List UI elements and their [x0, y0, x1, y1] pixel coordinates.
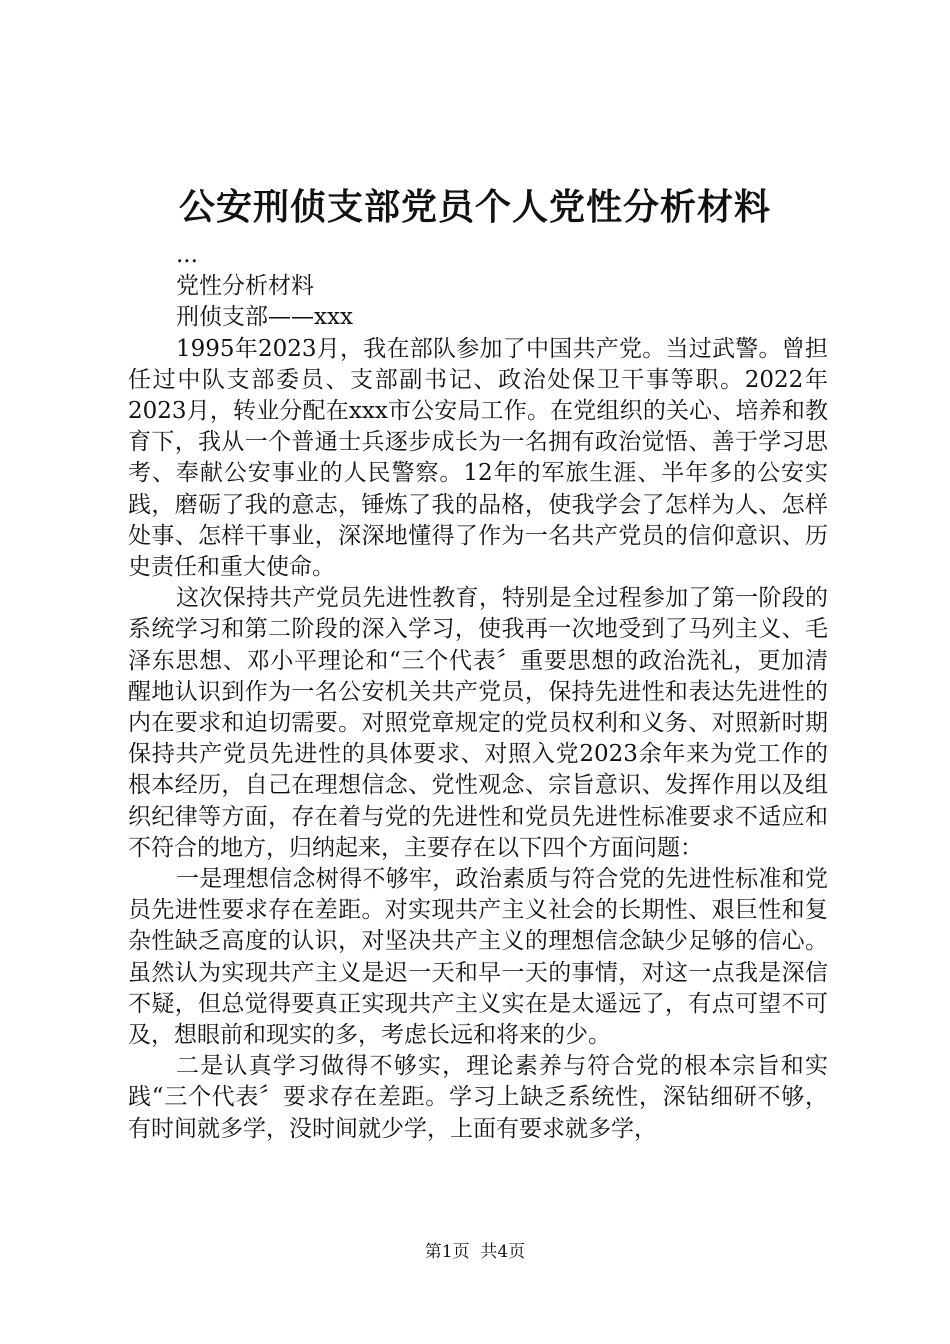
- page-footer: [0, 1240, 950, 1264]
- paragraph-3: 一是理想信念树得不够牢，政治素质与符合党的先进性标准和党员先进性要求存在差距。对实现共产主义社会的长期性、艰巨性和复杂性缺乏高度的认识，对坚决共产主义的理想信念缺少足够的信心。虽然认为实现共产主义是迟一天和早一天的事情，对这一点我是深信不疑，但总觉得要真正实现共产主义实在是太遥远了，有点可望不可及，想眼前和现实的多，考虑长远和将来的少。: [128, 866, 828, 1049]
- subtitle-line: 党性分析材料: [176, 273, 314, 300]
- document-body: [128, 240, 828, 1145]
- document-title: 公安刑侦支部党员个人党性分析材料: [178, 186, 771, 228]
- paragraph-4: 二是认真学习做得不够实，理论素养与符合党的根本宗旨和实践“三个代表〞要求存在差距。学习上缺乏系统性，深钻细研不够，有时间就多学，没时间就少学，上面有要求就多学，: [128, 1053, 828, 1142]
- ellipsis-line: ...: [176, 242, 198, 268]
- page-number: 第1页 共4页: [424, 1242, 526, 1262]
- paragraph-2: 这次保持共产党员先进性教育，特别是全过程参加了第一阶段的系统学习和第二阶段的深入学习，使我再一次地受到了马列主义、毛泽东思想、邓小平理论和“三个代表〞重要思想的政治洗礼，更加清醒地认识到作为一名公安机关共产党员，保持先进性和表达先进性的内在要求和迫切需要。对照党章规定的党员权利和义务、对照新时期保持共产党员先进性的具体要求、对照入党2023余年来为党工作的根本经历，自己在理想信念、党性观念、宗旨意识、发挥作用以及组织纪律等方面，存在着与党的先进性和党员先进性标准要求不适应和不符合的地方，归纳起来，主要存在以下四个方面问题：: [128, 585, 828, 861]
- paragraph-1: 1995年2023月，我在部队参加了中国共产党。当过武警。曾担任过中队支部委员、支部副书记、政治处保卫干事等职。2022年2023月，转业分配在xxx市公安局工作。在党组织的关心、培养和教育下，我从一个普通士兵逐步成长为一名拥有政治觉悟、善于学习思考、奉献公安事业的人民警察。12年的军旅生涯、半年多的公安实践，磨砺了我的意志，锤炼了我的品格，使我学会了怎样为人、怎样处事、怎样干事业，深深地懂得了作为一名共产党员的信仰意识、历史责任和重大使命。: [128, 335, 828, 581]
- author-line: 刑侦支部——xxx: [176, 304, 353, 331]
